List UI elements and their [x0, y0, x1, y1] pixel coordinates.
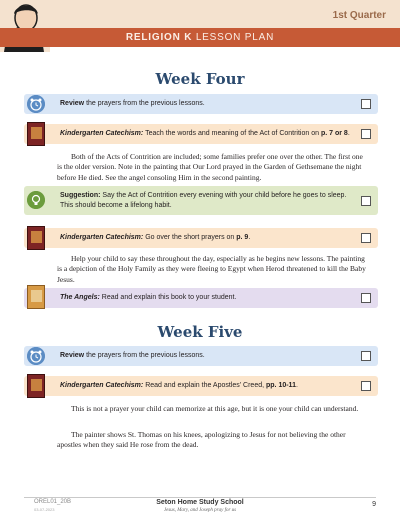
- week4-angels-bar: [24, 288, 378, 308]
- week4-review-rest: the prayers from the previous lessons.: [84, 100, 205, 108]
- week4-suggestion-bar: [24, 186, 378, 215]
- week4-short-prayers-text: [60, 233, 250, 242]
- week4-catechism-ref: p. 7 or 8: [320, 130, 348, 138]
- week4-review-text: [60, 99, 205, 108]
- quarter-label: 1st Quarter: [332, 10, 386, 21]
- footer-code: OREL01_20B: [34, 499, 72, 505]
- week5-catechism-text: [60, 381, 298, 390]
- footer-divider: [24, 497, 376, 498]
- week4-angels-checkbox[interactable]: [361, 293, 371, 303]
- book-cover-icon: [27, 226, 45, 250]
- footer-date: 03-07-2023: [34, 507, 55, 512]
- week4-suggestion-checkbox[interactable]: [361, 196, 371, 206]
- week5-catechism-rest: Read and explain the Apostles' Creed,: [143, 382, 266, 390]
- week4-catechism-text: [60, 129, 350, 138]
- book-cover-icon: [27, 122, 45, 146]
- week4-catechism-end: .: [347, 130, 350, 138]
- week4-catechism-bold: Kindergarten Catechism:: [60, 130, 144, 138]
- week4-review-checkbox[interactable]: [361, 99, 371, 109]
- alarm-clock-icon: [27, 95, 45, 113]
- week4-short-prayers-end: .: [248, 234, 251, 242]
- week4-suggestion-rest: Say the Act of Contrition every evening with your child before he goes to sleep. This should become a lifelong habit.: [60, 192, 347, 209]
- week4-catechism-checkbox[interactable]: [361, 129, 371, 139]
- week4-paragraph-2: Help your child to say these throughout the day, especially as he begins new lessons. The painting is a depiction of the Holy Family as they were fleeing to Egypt when Herod threatened to kill the Baby Jesus.: [57, 254, 366, 284]
- week5-review-rest: the prayers from the previous lessons.: [84, 352, 205, 360]
- week4-short-prayers-ref: p. 9: [236, 234, 249, 242]
- week-four-heading: Week Four: [155, 70, 245, 88]
- week5-catechism-end: .: [295, 382, 298, 390]
- week5-review-bold: Review: [60, 352, 85, 360]
- lightbulb-icon: [27, 191, 45, 209]
- week4-catechism-rest: Teach the words and meaning of the Act of Contrition on: [143, 130, 321, 138]
- week4-short-prayers-bar: [24, 228, 378, 248]
- week4-short-prayers-rest: Go over the short prayers on: [143, 234, 237, 242]
- week5-catechism-bold: Kindergarten Catechism:: [60, 382, 144, 390]
- week4-review-bold: Review: [60, 100, 85, 108]
- week5-catechism-bar: [24, 376, 378, 396]
- page-title-bold: RELIGION K: [125, 32, 193, 43]
- week4-review-bar: [24, 94, 378, 114]
- week4-suggestion-text: [60, 191, 354, 210]
- week5-review-bar: [24, 346, 378, 366]
- week4-catechism-bar: [24, 124, 378, 144]
- book-cover-icon: [27, 374, 45, 398]
- week4-angels-text: [60, 293, 236, 302]
- week4-paragraph-1: Both of the Acts of Contrition are included; some families prefer one over the other. The first one is the older version. Note in the painting that Our Lord prayed in the Garden of Gethsemane the night before He died. See the angel consoling Him in the second painting.: [57, 152, 363, 182]
- footer-school-name: Seton Home Study School: [156, 499, 244, 506]
- page-title: [0, 32, 400, 43]
- week5-review-checkbox[interactable]: [361, 351, 371, 361]
- alarm-clock-icon: [27, 347, 45, 365]
- week5-paragraph-1: This is not a prayer your child can memorize at this age, but it is one your child can understand.: [71, 404, 359, 413]
- page-number: 9: [372, 501, 376, 508]
- week4-angels-bold: The Angels:: [60, 294, 100, 302]
- page-title-rest: LESSON PLAN: [192, 32, 275, 43]
- week5-review-text: [60, 351, 205, 360]
- footer-motto: Jesus, Mary, and Joseph pray for us: [163, 508, 237, 513]
- week5-catechism-checkbox[interactable]: [361, 381, 371, 391]
- angels-book-icon: [27, 285, 45, 309]
- week5-paragraph-2: The painter shows St. Thomas on his knees, apologizing to Jesus for not believing the other apostles when they said He rose from the dead.: [57, 430, 346, 450]
- week5-catechism-ref: pp. 10-11: [266, 382, 296, 390]
- week4-short-prayers-bold: Kindergarten Catechism:: [60, 234, 144, 242]
- week4-angels-rest: Read and explain this book to your student.: [99, 294, 237, 302]
- week4-short-prayers-checkbox[interactable]: [361, 233, 371, 243]
- week-five-heading: Week Five: [157, 323, 243, 341]
- week4-suggestion-bold: Suggestion:: [60, 192, 101, 200]
